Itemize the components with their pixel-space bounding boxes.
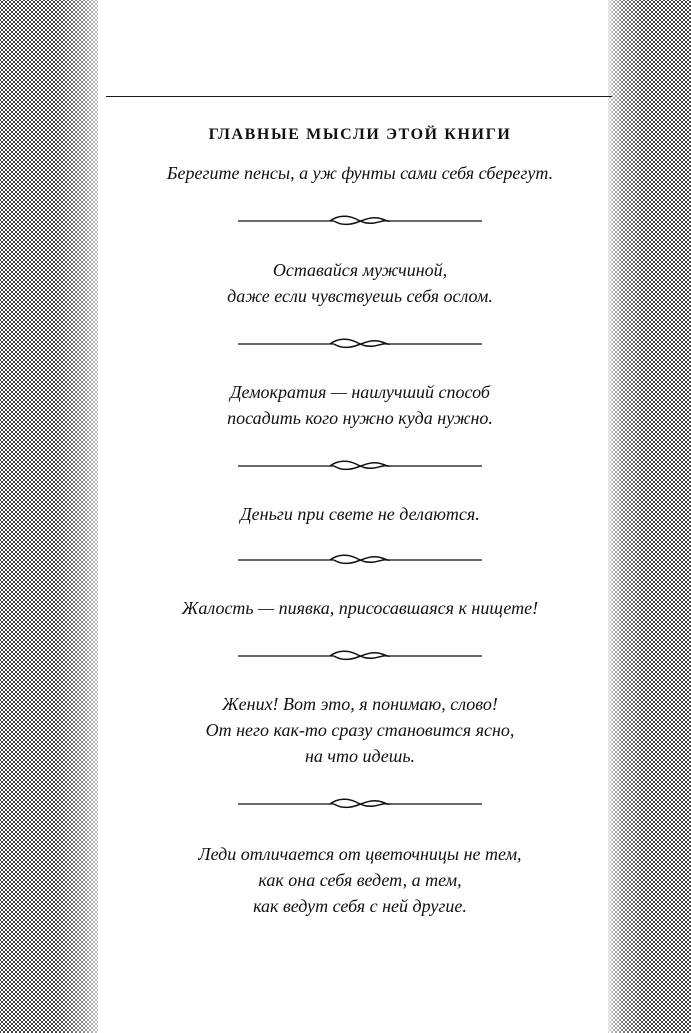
quote-line: посадить кого нужно куда нужно. [227, 408, 493, 428]
quote-5 [98, 595, 622, 621]
quote-7 [98, 841, 622, 919]
flourish-divider-icon [238, 796, 482, 812]
page-heading: ГЛАВНЫЕ МЫСЛИ ЭТОЙ КНИГИ [208, 126, 512, 143]
book-page [98, 0, 608, 1033]
quote-line: Деньги при свете не делаются. [240, 504, 480, 524]
quote-line: Оставайся мужчиной, [272, 260, 448, 280]
quote-line: как ведут себя с ней другие. [253, 896, 467, 916]
quote-2 [98, 257, 622, 309]
quote-line: От него как-то сразу становится ясно, [205, 720, 515, 740]
quote-4 [98, 501, 622, 527]
flourish-divider-icon [238, 213, 482, 229]
quote-1 [98, 160, 622, 186]
quote-line: Берегите пенсы, а уж фунты сами себя сберегут. [166, 163, 554, 183]
quote-line: как она себя ведет, а тем, [258, 870, 462, 890]
flourish-divider-icon [238, 458, 482, 474]
flourish-divider-icon [238, 336, 482, 352]
quote-3 [98, 379, 622, 431]
quote-line: даже если чувствуешь себя ослом. [227, 286, 493, 306]
flourish-divider-icon [238, 648, 482, 664]
quote-6 [98, 691, 622, 769]
quote-line: Леди отличается от цветочницы не тем, [198, 844, 522, 864]
quote-line: Жених! Вот это, я понимаю, слово! [222, 694, 498, 714]
top-rule [106, 96, 612, 97]
flourish-divider-icon [238, 552, 482, 568]
quote-line: Жалость — пиявка, присосавшаяся к нищете! [181, 598, 539, 618]
left-halftone-border [0, 0, 98, 1033]
quote-line: Демократия — наилучший способ [230, 382, 490, 402]
quote-line: на что идешь. [304, 746, 416, 766]
